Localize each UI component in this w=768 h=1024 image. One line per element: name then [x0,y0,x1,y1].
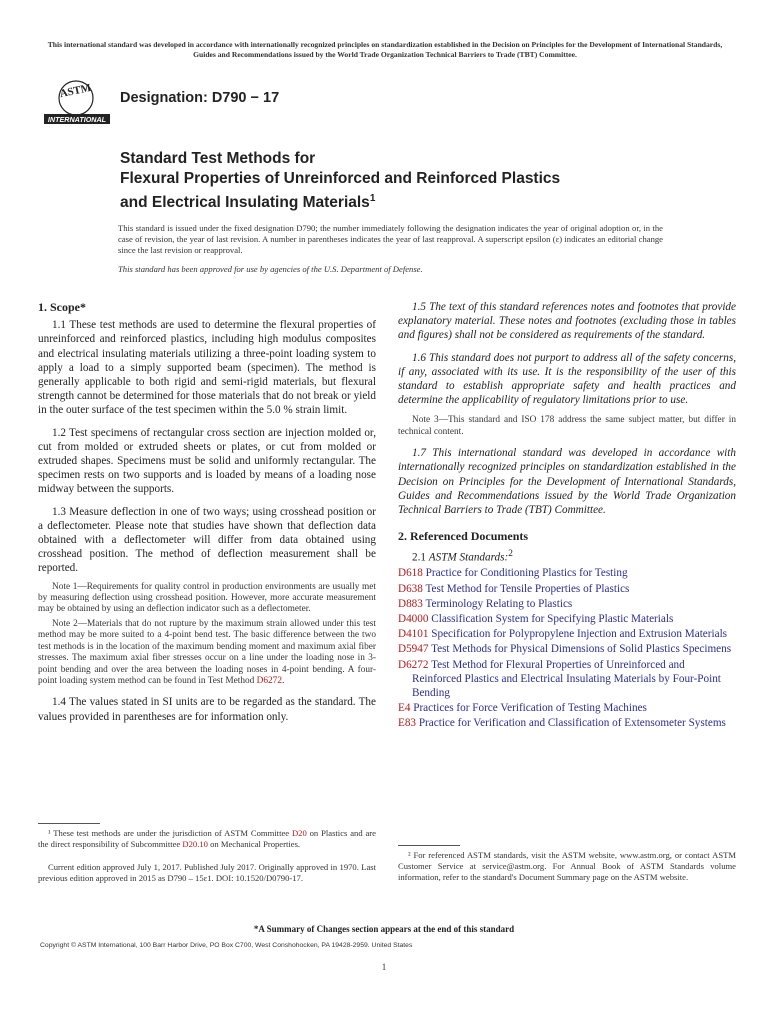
reference-item[interactable] [398,612,736,626]
reference-title[interactable]: Practices for Force Verification of Testing Machines [410,702,647,715]
paragraph-1-2: 1.2 Test specimens of rectangular cross section are injection molded or, cut from molded or extruded sheets or plates, or cut from molded or extruded shapes. Specimens must be solid and uniformly rectangular. The specimen rests on two supports and is loaded by means of a loading nose midway between the supports. [38,426,376,496]
reference-title[interactable]: Test Method for Tensile Properties of Plastics [422,582,630,595]
reference-title[interactable]: Specification for Polypropylene Injection and Extrusion Materials [428,628,728,641]
reference-code[interactable]: D618 [398,567,423,580]
title-footnote-mark: 1 [369,193,376,204]
paragraph-1-3: 1.3 Measure deflection in one of two ways; using crosshead position or a deflectometer. Please note that studies have shown that deflection data obtained with a deflectometer will differ from data obtained using crosshead position. The method of deflection measurement shall be reported. [38,505,376,575]
paragraph-1-6: 1.6 This standard does not purport to address all of the safety concerns, if any, associated with its use. It is the responsibility of the user of this standard to establish appropriate safety and health practices and determine the applicability of regulatory limitations prior to use. [398,351,736,407]
issued-note: This standard is issued under the fixed designation D790; the number immediately following the designation indicates the year of original adoption or, in the case of revision, the year of last revision. A number in parentheses indicates the year of last reapproval. A superscript epsilon (ε) indicates an editorial change since the last revision or reapproval. [118,223,663,255]
note-1: Note 1—Requirements for quality control in production environments are usually met by measuring deflection using crosshead position. However, more accurate measurement may be obtained by using an deflection indicator such as a deflectometer. [38,581,376,615]
reference-item[interactable] [398,716,736,730]
note-3: Note 3—This standard and ISO 178 address the same subject matter, but differ in technical content. [398,415,736,437]
right-column [398,300,736,732]
footnote-rule-left [38,823,100,824]
link-d20[interactable]: D20 [291,828,307,838]
reference-item[interactable] [398,701,736,715]
summary-notice: *A Summary of Changes section appears at the end of this standard [253,924,515,934]
reference-item[interactable] [398,642,736,656]
reference-title[interactable]: Practice for Verification and Classification of Extensometer Systems [416,717,726,730]
svg-text:ASTM: ASTM [58,81,93,101]
reference-title[interactable]: Practice for Conditioning Plastics for Testing [422,567,628,580]
approved-note: This standard has been approved for use by agencies of the U.S. Department of Defense. [118,264,423,274]
reference-title[interactable]: Terminology Relating to Plastics [422,597,573,610]
top-notice: This international standard was developed in accordance with internationally recognized principles on standardization established in the Decision on Principles for the Development of International Standards, Guides and Recommendations issued by the World Trade Organization Technical Barriers to Trade (TBT) Committee. [47,40,723,59]
reference-code[interactable]: D5947 [398,643,429,656]
reference-item[interactable] [398,566,736,580]
document-title [120,149,680,213]
reference-code[interactable]: D883 [398,597,423,610]
astm-logo-icon [40,78,116,128]
reference-code[interactable]: E83 [398,717,417,730]
paragraph-1-7: 1.7 This international standard was developed in accordance with internationally recognized principles on standardization established in the Decision on Principles for the Development of International Standards, Guides and Recommendations issued by the World Trade Organization Technical Barriers to Trade (TBT) Committee. [398,447,736,517]
svg-text:INTERNATIONAL: INTERNATIONAL [47,115,107,124]
page-number: 1 [381,962,387,972]
link-d20-10[interactable]: D20.10 [182,838,208,849]
footnote-1: ¹ These test methods are under the jurisdiction of ASTM Committee D20 on Plastics and are the direct responsibility of Subcommittee D20.10 on Mechanical Properties. [38,828,376,849]
link-d6272[interactable]: D6272 [256,675,282,686]
scope-heading: 1. Scope* [38,300,86,314]
paragraph-1-1: 1.1 These test methods are used to determine the flexural properties of unreinforced and reinforced plastics, including high modulus composites and electrical insulating materials utilizing a three-point loading system to apply a load to a simply supported beam (specimen). The method is generally applicable to both rigid and semi-rigid materials, but flexural strength cannot be determined for those materials that do not break or yield in the outer surface of the test specimen within the 5.0 % strain limit. [38,319,376,417]
reference-code[interactable]: D4101 [398,628,429,641]
paragraph-2-1: 2.1 ASTM Standards:$^2$ [412,549,513,565]
note-2: Note 2—Materials that do not rupture by the maximum strain allowed under this test method may be more suited to a 4-point bend test. The basic difference between the two test methods is in the location of the maximum bending moment and maximum axial fiber stresses. The maximum axial fiber stresses occur on a line under the loading nose in 3-point bending and over the area between the loading noses in 4-point bending. A four-point loading system method can be found in Test Method D6272. [38,618,376,686]
reference-code[interactable]: D4000 [398,613,429,625]
reference-title[interactable]: Classification System for Specifying Plastic Materials [428,613,674,625]
astm-logo [40,78,116,128]
paragraph-1-5: 1.5 The text of this standard references notes and footnotes that provide explanatory material. These notes and footnotes (excluding those in tables and figures) shall not be considered as requirements of the standard. [398,301,736,342]
footnote-rule-right [398,845,460,846]
reference-code[interactable]: E4 [398,702,411,715]
referenced-documents-heading: 2. Referenced Documents [398,529,529,544]
reference-code[interactable]: D6272 [398,658,429,671]
designation: Designation: D790 − 17 [120,90,280,106]
reference-item[interactable] [398,627,736,641]
footnote-2: ² For referenced ASTM standards, visit the ASTM website, www.astm.org, or contact ASTM Customer Service at service@astm.org. For Annual Book of ASTM Standards volume information, refer to the standard's Document Summary page on the ASTM website. [398,850,736,882]
title-line-3: and Electrical Insulating Materials$^1$ [120,193,376,212]
title-line-1: Standard Test Methods for [120,150,316,167]
reference-code[interactable]: D638 [398,582,423,595]
title-line-2: Flexural Properties of Unreinforced and Reinforced Plastics [120,170,561,187]
reference-item[interactable] [398,582,736,596]
reference-item[interactable] [398,597,736,611]
reference-title[interactable]: Test Method for Flexural Properties of Unreinforced and Reinforced Plastics and Electrical Insulating Materials by Four-Point Bending [412,658,721,700]
left-column [38,300,376,732]
copyright-line: Copyright © ASTM International, 100 Barr Harbor Drive, PO Box C700, West Conshohocken, PA 19428-2959. United States [40,942,413,949]
referenced-standards-list [398,566,736,730]
reference-title[interactable]: Test Methods for Physical Dimensions of Solid Plastics Specimens [428,643,732,656]
paragraph-1-4: 1.4 The values stated in SI units are to be regarded as the standard. The values provided in parentheses are for information only. [38,696,376,723]
footnote-1-edition: Current edition approved July 1, 2017. Published July 2017. Originally approved in 1970. Last previous edition approved in 2015 as D790 – 15ε1. DOI: 10.1520/D0790-17. [38,862,376,883]
reference-item[interactable] [398,658,736,701]
